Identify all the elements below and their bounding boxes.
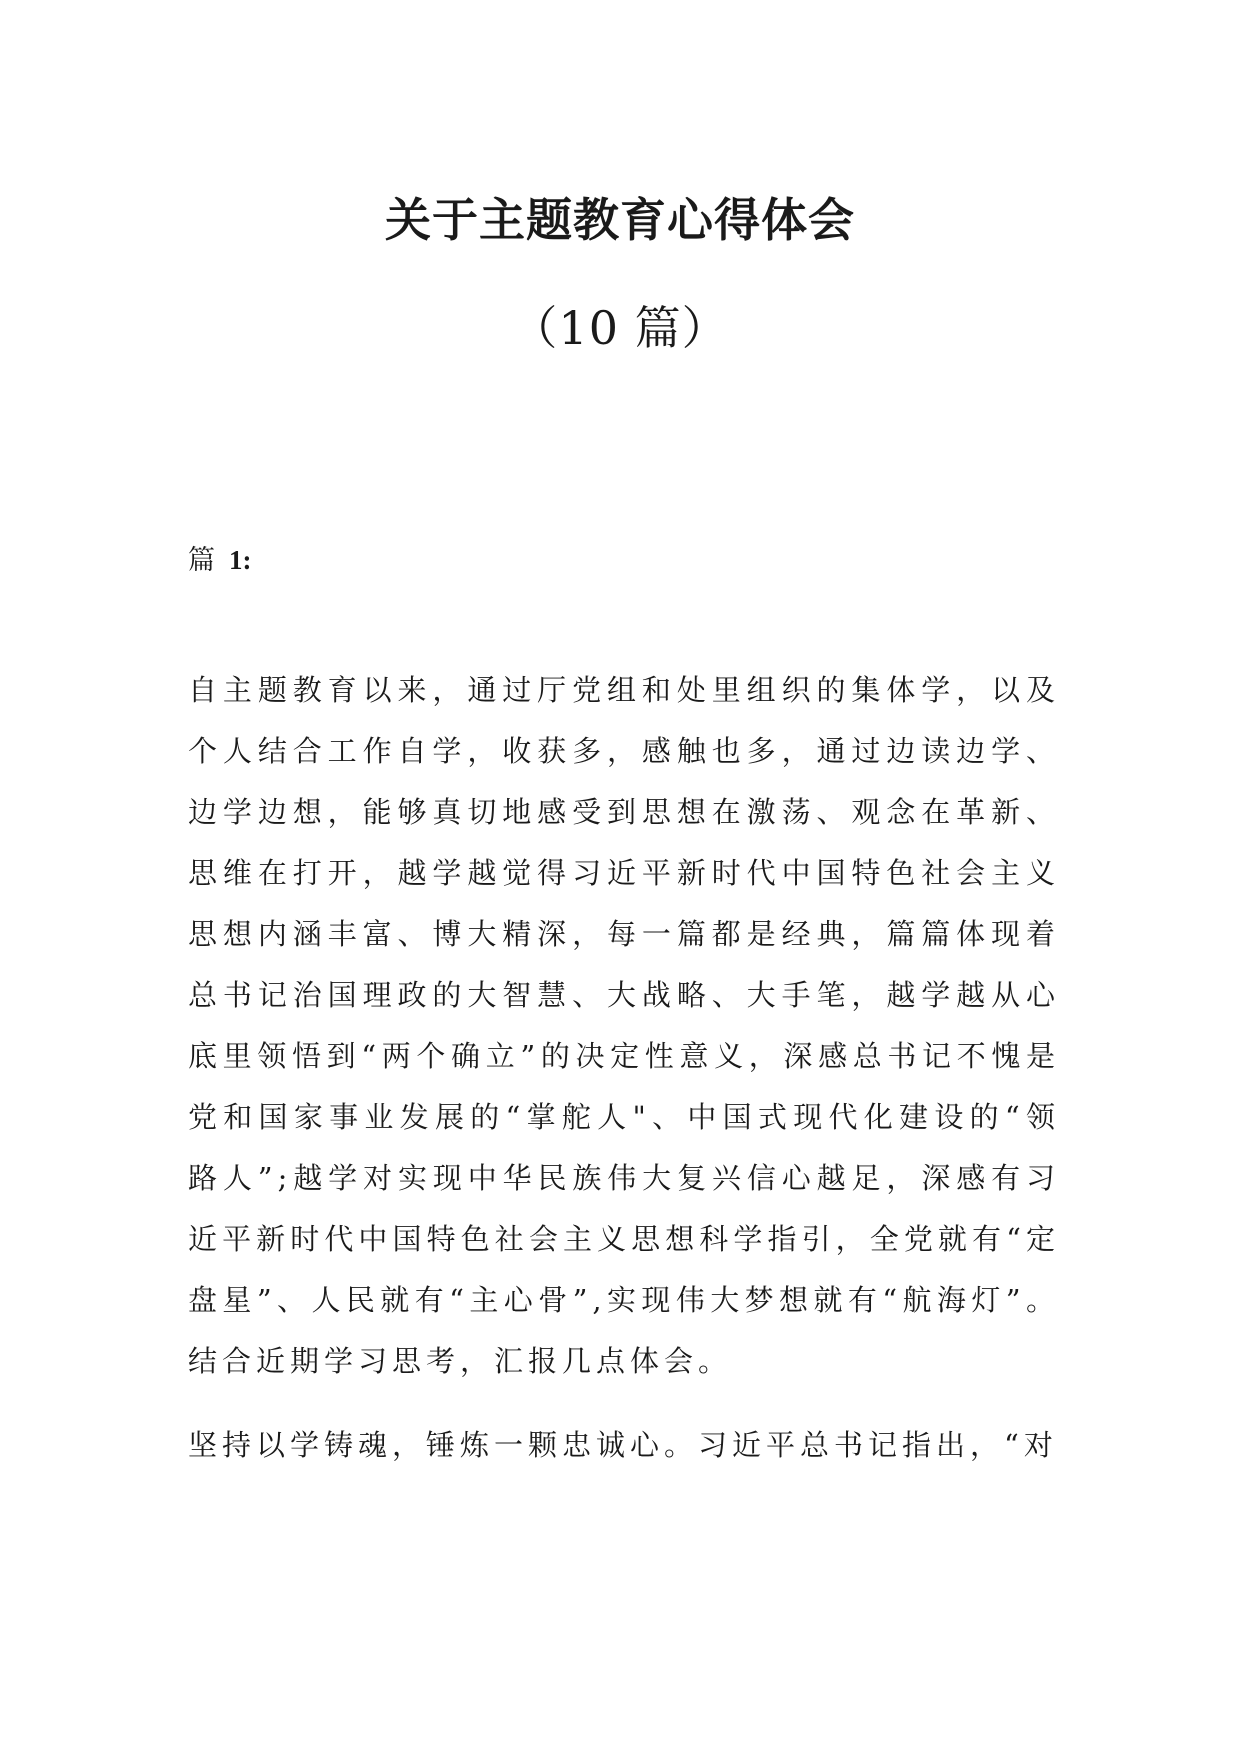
- section-number: 1:: [229, 545, 252, 575]
- document-subtitle: （10 篇）: [511, 301, 729, 355]
- body-paragraph: 自主题教育以来，通过厅党组和处里组织的集体学，以及个人结合工作自学，收获多，感触也多，通过边读边学、边学边想，能够真切地感受到思想在激荡、观念在革新、思维在打开，越学越觉得习近平新时代中国特色社会主义思想内涵丰富、博大精深，每一篇都是经典，篇篇体现着总书记治国理政的大智慧、大战略、大手笔，越学越从心底里领悟到“两个确立”的决定性意义，深感总书记不愧是党和国家事业发展的“掌舵人"、中国式现代化建设的“领路人”;越学对实现中华民族伟大复兴信心越足，深感有习近平新时代中国特色社会主义思想科学指引，全党就有“定盘星”、人民就有“主心骨”,实现伟大梦想就有“航海灯”。结合近期学习思考，汇报几点体会。: [188, 673, 1060, 1378]
- document-title: 关于主题教育心得体会: [385, 193, 855, 247]
- section-heading: [188, 540, 252, 581]
- body-paragraph: 坚持以学铸魂，锤炼一颗忠诚心。习近平总书记指出，“对: [188, 1428, 1058, 1462]
- section-label: 篇: [188, 545, 215, 576]
